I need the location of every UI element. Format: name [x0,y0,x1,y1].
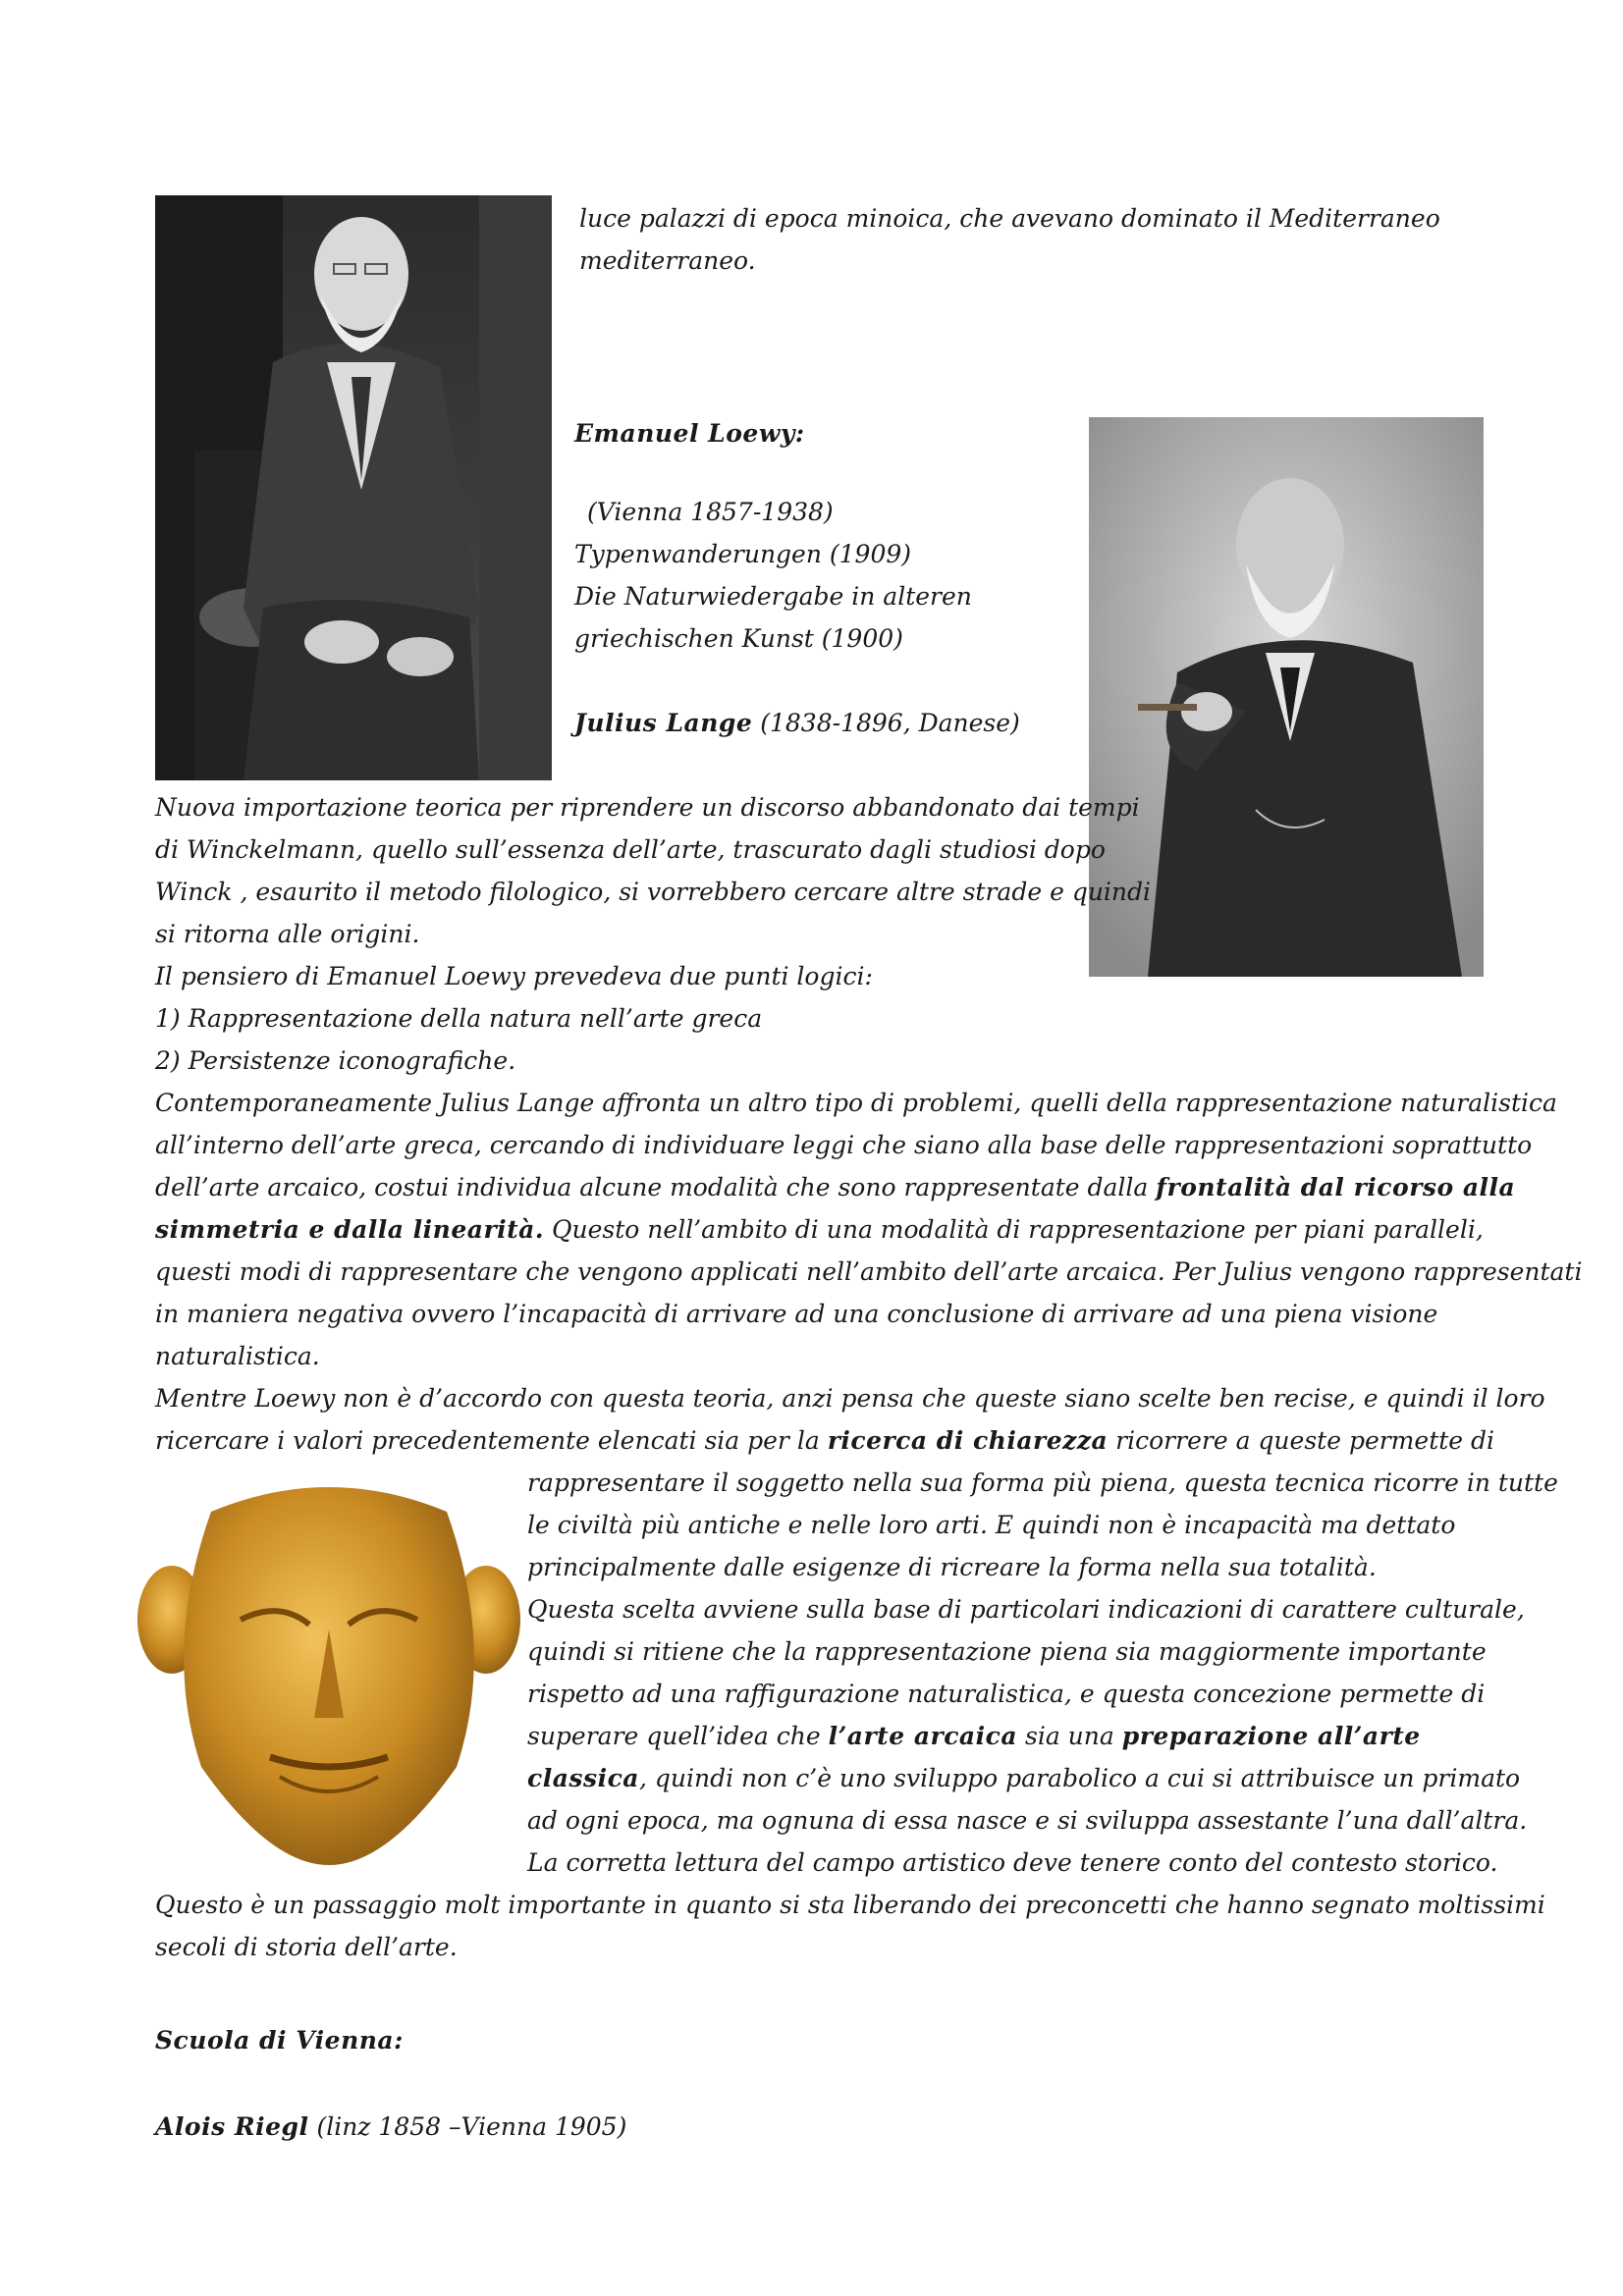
golden-mask-photo [133,1472,525,1865]
intro-line: mediterraneo. [579,246,756,275]
body-line: questi modi di rappresentare che vengono applicati nell’ambito dell’arte arcaica. Per Julius vengono rappresentati [155,1257,1583,1286]
body-line: Winck , esaurito il metodo filologico, si vorrebbero cercare altre strade e quindi [155,878,1152,906]
emphasis-text: l’arte arcaica [828,1722,1018,1750]
emphasis-text: classica [527,1764,639,1792]
portrait-photo-seated-man [155,195,552,780]
text-run: dell’arte arcaico, costui individua alcune modalità che sono rappresentate dalla [155,1173,1157,1201]
emphasis-text: frontalità dal ricorso alla [1156,1173,1516,1201]
intro-line: luce palazzi di epoca minoica, che avevano dominato il Mediterraneo [579,204,1440,233]
riegl-line [155,2106,626,2148]
list-item: 1) Rappresentazione della natura nell’arte greca [155,1004,763,1033]
text-run: ricorrere a queste permette di [1108,1426,1495,1455]
emphasis-text: preparazione all’arte [1121,1722,1421,1750]
body-line: ad ogni epoca, ma ognuna di essa nasce e si sviluppa assestante l’una dall’altra. [527,1806,1528,1835]
body-line [155,1419,1494,1462]
lange-name: Julius Lange [574,709,753,737]
lange-line [574,702,1020,744]
riegl-name: Alois Riegl [155,2112,309,2141]
list-item: 2) Persistenze iconografiche. [155,1046,516,1075]
body-line: rappresentare il soggetto nella sua forma più piena, questa tecnica ricorre in tutte [527,1468,1558,1497]
body-line: Il pensiero di Emanuel Loewy prevedeva due punti logici: [155,962,873,990]
text-run: superare quell’idea che [527,1722,829,1750]
body-line [527,1757,1520,1799]
body-line: le civiltà più antiche e nelle loro arti. E quindi non è incapacità ma dettato [527,1511,1456,1539]
body-line: Questo è un passaggio molt importante in quanto si sta liberando dei preconcetti che hanno segnato moltissimi [155,1891,1545,1919]
body-line: Mentre Loewy non è d’accordo con questa teoria, anzi pensa che queste siano scelte ben recise, e quindi il loro [155,1384,1545,1413]
lange-dates: (1838-1896, Danese) [752,709,1020,737]
body-line: Contemporaneamente Julius Lange affronta un altro tipo di problemi, quelli della rappresentazione naturalistica [155,1089,1557,1117]
vienna-heading: Scuola di Vienna: [155,2026,404,2055]
body-line: La corretta lettura del campo artistico deve tenere conto del contesto storico. [527,1848,1498,1877]
body-line [155,1166,1515,1208]
loewy-work: Typenwanderungen (1909) [574,540,912,568]
text-run: , quindi non c’è uno sviluppo parabolico a cui si attribuisce un primato [639,1764,1521,1792]
text-run: Questo nell’ambito di una modalità di rappresentazione per piani paralleli, [544,1215,1484,1244]
body-line: di Winckelmann, quello sull’essenza dell’arte, trascurato dagli studiosi dopo [155,835,1106,864]
loewy-work: Die Naturwiedergabe in alteren [574,582,972,611]
text-run: ricercare i valori precedentemente elencati sia per la [155,1426,828,1455]
loewy-work: griechischen Kunst (1900) [574,624,903,653]
emphasis-text: simmetria e dalla linearità. [155,1215,545,1244]
loewy-bio: (Vienna 1857-1938) [587,498,834,526]
body-line: si ritorna alle origini. [155,920,420,948]
body-line: secoli di storia dell’arte. [155,1933,458,1961]
body-line: in maniera negativa ovvero l’incapacità di arrivare ad una conclusione di arrivare ad una piena visione [155,1300,1438,1328]
body-line: all’interno dell’arte greca, cercando di individuare leggi che siano alla base delle rappresentazioni soprattutto [155,1131,1533,1159]
body-line: Questa scelta avviene sulla base di particolari indicazioni di carattere culturale, [527,1595,1525,1624]
body-line [155,1208,1484,1251]
text-run: sia una [1017,1722,1122,1750]
body-line: quindi si ritiene che la rappresentazione piena sia maggiormente importante [527,1637,1487,1666]
body-line [527,1715,1421,1757]
riegl-dates: (linz 1858 –Vienna 1905) [308,2112,627,2141]
emphasis-text: ricerca di chiarezza [827,1426,1109,1455]
body-line: principalmente dalle esigenze di ricreare la forma nella sua totalità. [527,1553,1377,1581]
body-line: rispetto ad una raffigurazione naturalistica, e questa concezione permette di [527,1680,1486,1708]
body-line: Nuova importazione teorica per riprendere un discorso abbandonato dai tempi [155,793,1140,822]
body-line: naturalistica. [155,1342,320,1370]
loewy-heading: Emanuel Loewy: [574,419,805,448]
